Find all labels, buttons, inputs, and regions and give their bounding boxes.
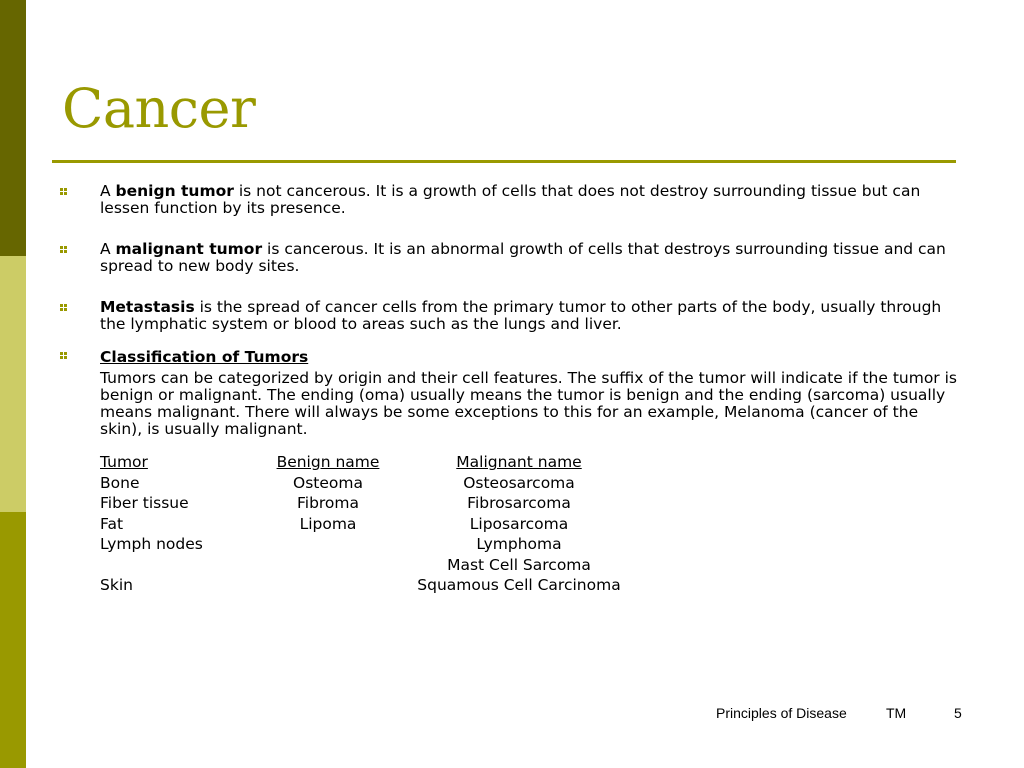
header-malignant-name: Malignant name: [456, 453, 582, 471]
square-bullet-icon: [60, 352, 67, 359]
square-bullet-icon: [60, 304, 67, 311]
table-cell: Osteosarcoma: [463, 473, 575, 492]
footer-course: Principles of Disease: [716, 705, 847, 721]
table-cell: Liposarcoma: [469, 514, 569, 533]
footer-initials: TM: [886, 705, 907, 721]
bullet-list: [60, 183, 960, 596]
table-cell: Mast Cell Sarcoma: [447, 555, 591, 574]
bullet-metastasis: [60, 299, 960, 333]
table-row: [100, 575, 960, 596]
bullet-text: is the spread of cancer cells from the primary tumor to other parts of the body, usually through the lymphatic system or blood to areas such as the lungs and liver.: [100, 298, 942, 333]
title-underline: [52, 160, 956, 163]
bullet-text: is not cancerous. It is a growth of cells that does not destroy surrounding tissue but can lessen function by its presence.: [100, 182, 921, 217]
header-benign-name: Benign name: [276, 453, 380, 471]
table-cell: Lymph nodes: [100, 535, 203, 553]
table-cell: Fat: [100, 514, 124, 533]
classification-paragraph: Tumors can be categorized by origin and their cell features. The suffix of the tumor will indicate if the tumor is benign or malignant. The ending (oma) usually means the tumor is benign and the ending (sarcoma) usually means malignant. There will always be some exceptions to this for an example, Melanoma (cancer of the skin), is usually malignant.: [100, 369, 957, 438]
side-bar-top: [0, 0, 26, 256]
table-cell: Lipoma: [299, 514, 357, 533]
table-cell: Squamous Cell Carcinoma: [417, 576, 621, 594]
table-cell: [248, 555, 408, 576]
table-row: [100, 473, 960, 494]
slide-title: Cancer: [62, 77, 256, 140]
table-row: [100, 534, 960, 555]
bullet-benign-tumor: [60, 183, 960, 217]
bullet-classification: [60, 347, 960, 367]
table-cell: Fiber tissue: [100, 494, 189, 512]
bullet-malignant-tumor: [60, 241, 960, 275]
header-tumor: Tumor: [100, 453, 148, 471]
tumor-table: [100, 452, 960, 596]
table-row: [100, 493, 960, 514]
table-cell: [248, 534, 408, 555]
bullet-term: Metastasis: [100, 298, 195, 316]
bullet-text: A: [100, 182, 116, 200]
bullet-text: A: [100, 240, 116, 258]
table-header-row: [100, 452, 960, 473]
table-cell: Osteoma: [293, 473, 363, 492]
table-cell: Fibrosarcoma: [467, 494, 571, 512]
square-bullet-icon: [60, 188, 67, 195]
side-bar-middle: [0, 256, 26, 512]
table-cell: Skin: [100, 576, 133, 594]
square-bullet-icon: [60, 246, 67, 253]
table-row: [100, 555, 960, 576]
table-cell: Bone: [100, 473, 140, 492]
bullet-term: benign tumor: [115, 182, 234, 200]
table-cell: [248, 575, 408, 596]
table-cell: Fibroma: [296, 494, 360, 512]
bullet-term: malignant tumor: [115, 240, 263, 258]
bullet-text: is cancerous. It is an abnormal growth of cells that destroys surrounding tissue and can spread to new body sites.: [100, 240, 946, 275]
table-cell: Lymphoma: [476, 535, 562, 553]
table-row: [100, 514, 960, 535]
table-cell: [100, 555, 248, 576]
classification-heading: Classification of Tumors: [100, 348, 309, 366]
side-bar-bottom: [0, 512, 26, 768]
footer-page-number: 5: [954, 705, 962, 721]
